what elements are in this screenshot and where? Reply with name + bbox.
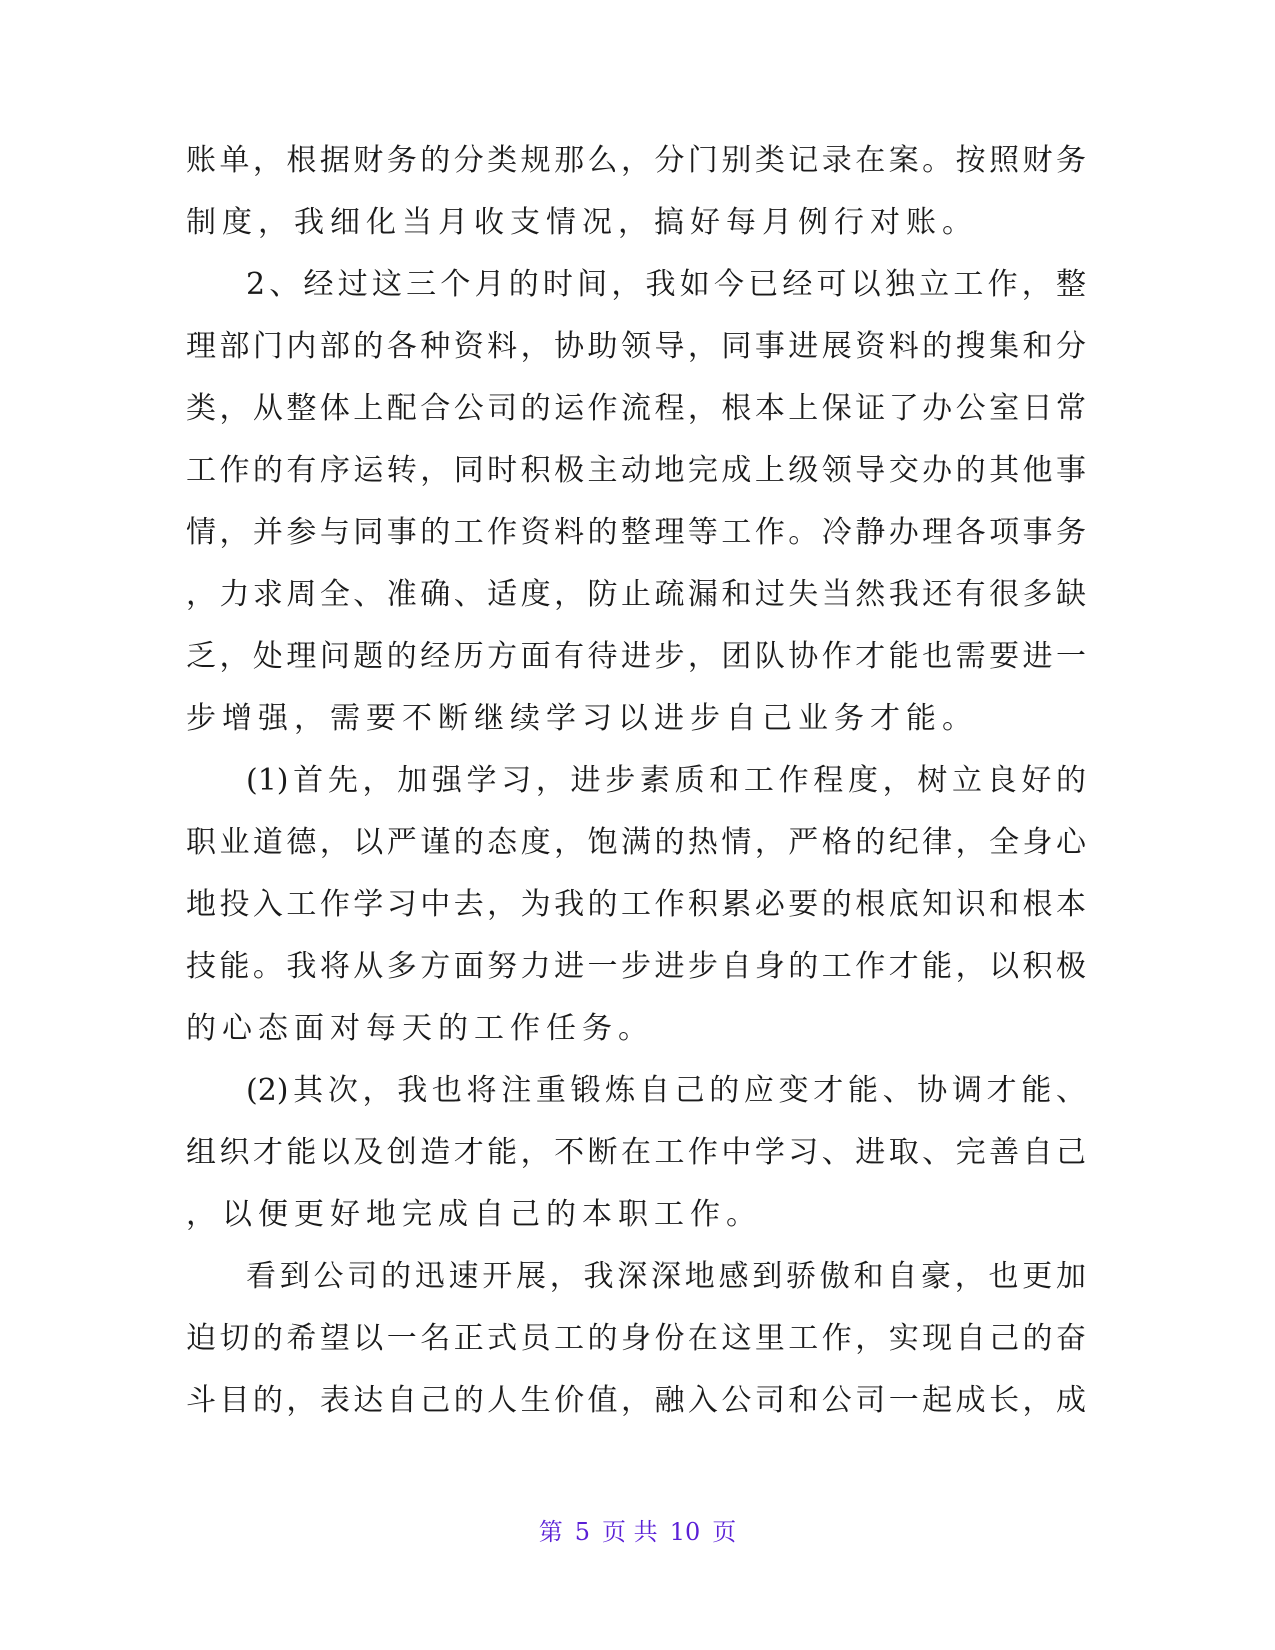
text-line: 职业道德，以严谨的态度，饱满的热情，严格的纪律，全身心	[186, 825, 1086, 860]
text-line: 工作的有序运转，同时积极主动地完成上级领导交办的其他事	[186, 453, 1086, 488]
footer-prefix: 第	[538, 1518, 563, 1546]
text-line: 类，从整体上配合公司的运作流程，根本上保证了办公室日常	[186, 391, 1086, 426]
text-line: 的心态面对每天的工作任务。	[186, 1011, 654, 1046]
text-line: ，以便更好地完成自己的本职工作。	[186, 1197, 762, 1232]
text-line: 组织才能以及创造才能，不断在工作中学习、进取、完善自己	[186, 1135, 1086, 1170]
text-line: 斗目的，表达自己的人生价值，融入公司和公司一起成长，成	[186, 1383, 1086, 1418]
text-line: 2、经过这三个月的时间，我如今已经可以独立工作，整	[246, 267, 1086, 302]
text-line: 步增强，需要不断继续学习以进步自己业务才能。	[186, 701, 978, 736]
text-line: 理部门内部的各种资料，协助领导，同事进展资料的搜集和分	[186, 329, 1086, 364]
text-line: 迫切的希望以一名正式员工的身份在这里工作，实现自己的奋	[186, 1321, 1086, 1356]
page-footer	[0, 1512, 1275, 1547]
text-line: 看到公司的迅速开展，我深深地感到骄傲和自豪，也更加	[246, 1259, 1086, 1294]
text-line: ，力求周全、准确、适度，防止疏漏和过失当然我还有很多缺	[186, 577, 1086, 612]
text-line: 地投入工作学习中去，为我的工作积累必要的根底知识和根本	[186, 887, 1086, 922]
footer-total-pages: 10	[669, 1518, 701, 1546]
footer-page-number: 5	[574, 1518, 591, 1546]
text-line: (1)首先，加强学习，进步素质和工作程度，树立良好的	[246, 763, 1086, 798]
footer-suffix: 页	[712, 1518, 737, 1546]
text-line: 制度，我细化当月收支情况，搞好每月例行对账。	[186, 205, 978, 240]
text-line: 账单，根据财务的分类规那么，分门别类记录在案。按照财务	[186, 143, 1086, 178]
footer-mid: 页 共	[602, 1518, 658, 1546]
text-line: 乏，处理问题的经历方面有待进步，团队协作才能也需要进一	[186, 639, 1086, 674]
text-line: 情，并参与同事的工作资料的整理等工作。冷静办理各项事务	[186, 515, 1086, 550]
text-line: 技能。我将从多方面努力进一步进步自身的工作才能，以积极	[186, 949, 1086, 984]
document-body	[186, 130, 1086, 1432]
text-line: (2)其次，我也将注重锻炼自己的应变才能、协调才能、	[246, 1073, 1086, 1108]
